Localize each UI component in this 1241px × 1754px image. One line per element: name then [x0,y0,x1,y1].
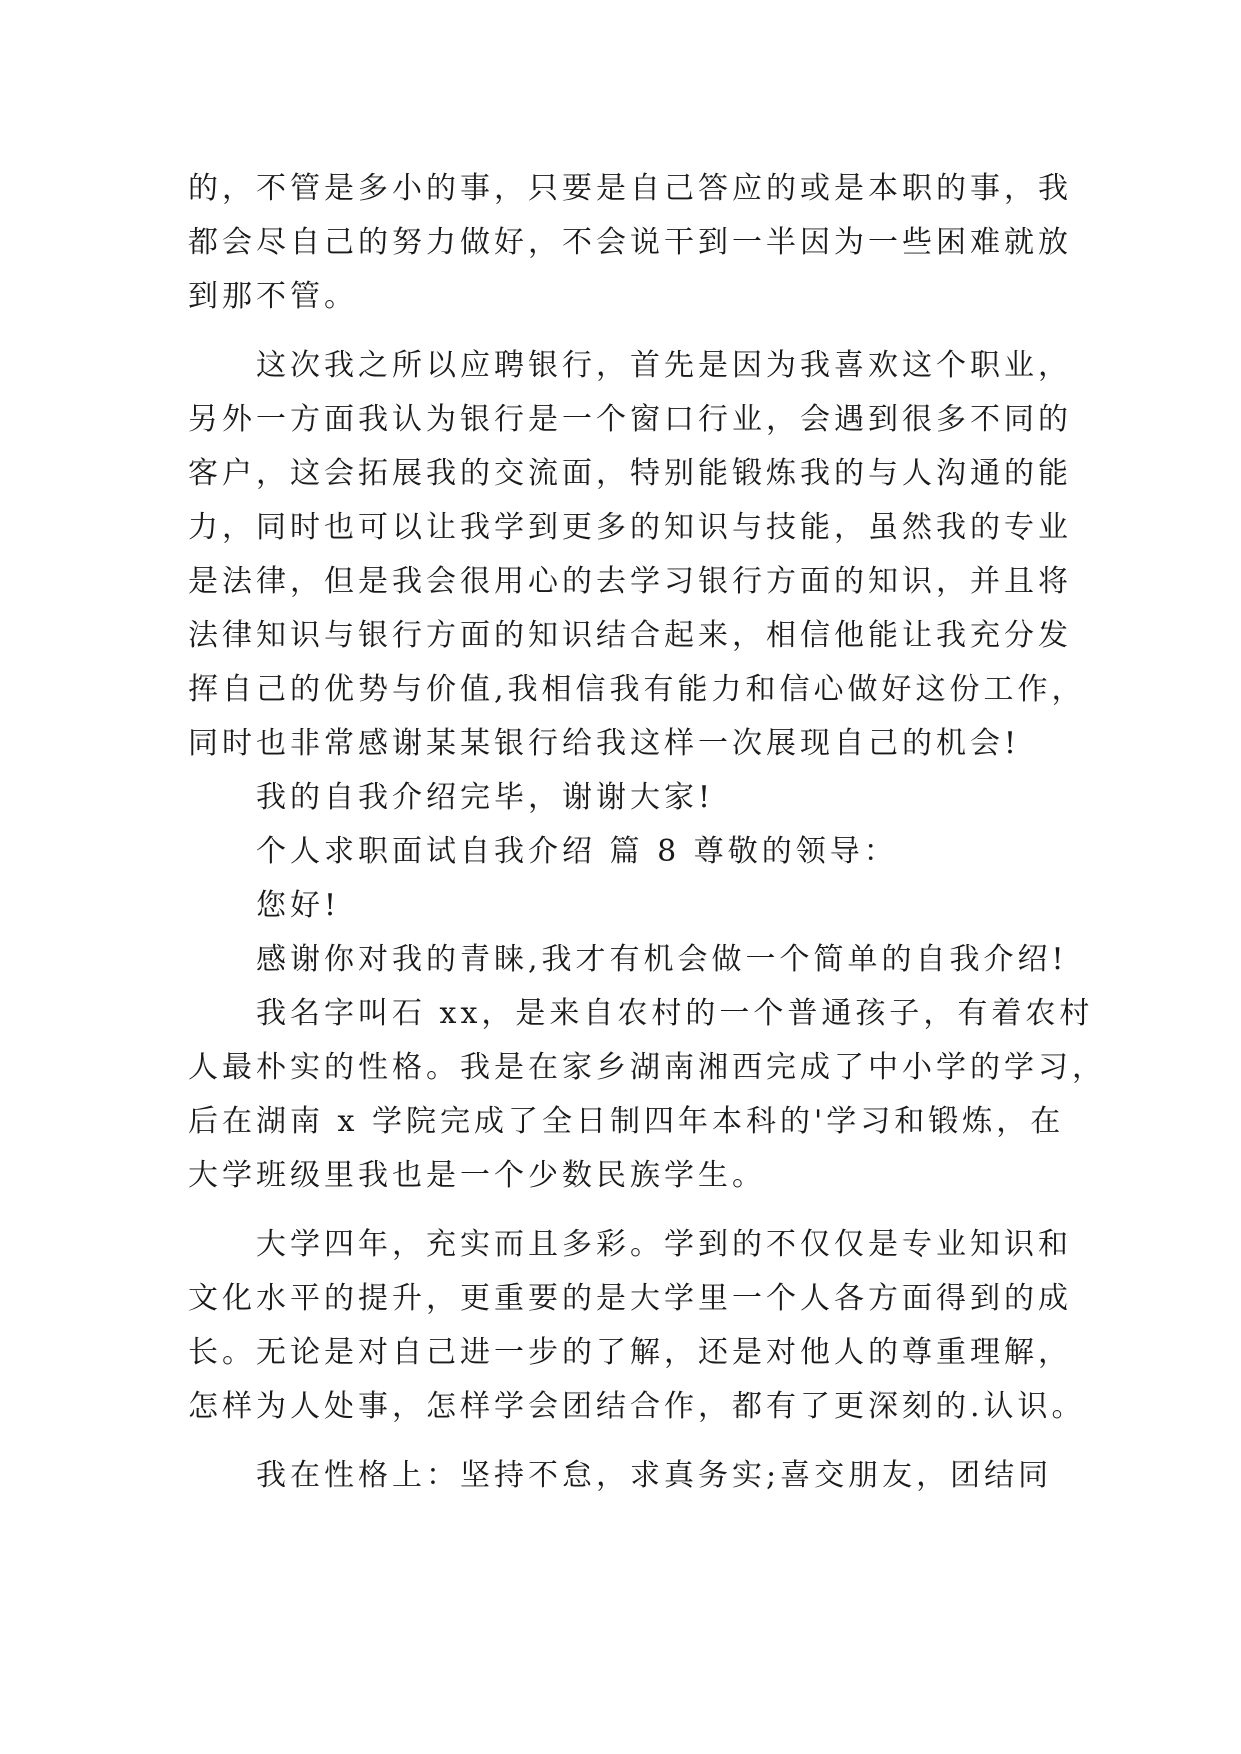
text-line: 力，同时也可以让我学到更多的知识与技能，虽然我的专业 [188,510,1072,545]
text-line: 感谢你对我的青睐,我才有机会做一个简单的自我介绍! [256,942,1068,977]
text-line: 我在性格上：坚持不怠，求真务实;喜交朋友，团结同 [256,1458,1053,1493]
document-body [188,162,1106,1503]
text-line: 您好! [256,888,341,923]
text-line: 怎样为人处事，怎样学会团结合作，都有了更深刻的.认识。 [188,1389,1086,1424]
text-line: 另外一方面我认为银行是一个窗口行业，会遇到很多不同的 [188,402,1072,437]
text-line: 到那不管。 [188,279,358,314]
text-line: 客户，这会拓展我的交流面，特别能锻炼我的与人沟通的能 [188,456,1072,491]
text-line: 长。无论是对自己进一步的了解，还是对他人的尊重理解， [188,1335,1072,1370]
text-line: 同时也非常感谢某某银行给我这样一次展现自己的机会! [188,726,1021,761]
text-line: 大学班级里我也是一个少数民族学生。 [188,1158,766,1193]
text-line: 我的自我介绍完毕，谢谢大家! [256,780,715,815]
text-line: 法律知识与银行方面的知识结合起来，相信他能让我充分发 [188,618,1072,653]
text-line: 都会尽自己的努力做好，不会说干到一半因为一些困难就放 [188,225,1072,260]
text-line: 文化水平的提升，更重要的是大学里一个人各方面得到的成 [188,1281,1072,1316]
section-heading: 个人求职面试自我介绍 篇 8 尊敬的领导： [256,834,898,869]
text-line: 后在湖南 x 学院完成了全日制四年本科的'学习和锻炼，在 [188,1104,1065,1139]
text-line: 人最朴实的性格。我是在家乡湖南湘西完成了中小学的学习， [188,1050,1106,1085]
text-line: 是法律，但是我会很用心的去学习银行方面的知识，并且将 [188,564,1072,599]
text-line: 的，不管是多小的事，只要是自己答应的或是本职的事，我 [188,171,1072,206]
text-line: 大学四年，充实而且多彩。学到的不仅仅是专业知识和 [256,1227,1072,1262]
text-line: 这次我之所以应聘银行，首先是因为我喜欢这个职业， [256,348,1072,383]
text-line: 挥自己的优势与价值,我相信我有能力和信心做好这份工作， [188,672,1086,707]
text-line: 我名字叫石 xx，是来自农村的一个普通孩子，有着农村 [256,996,1094,1031]
